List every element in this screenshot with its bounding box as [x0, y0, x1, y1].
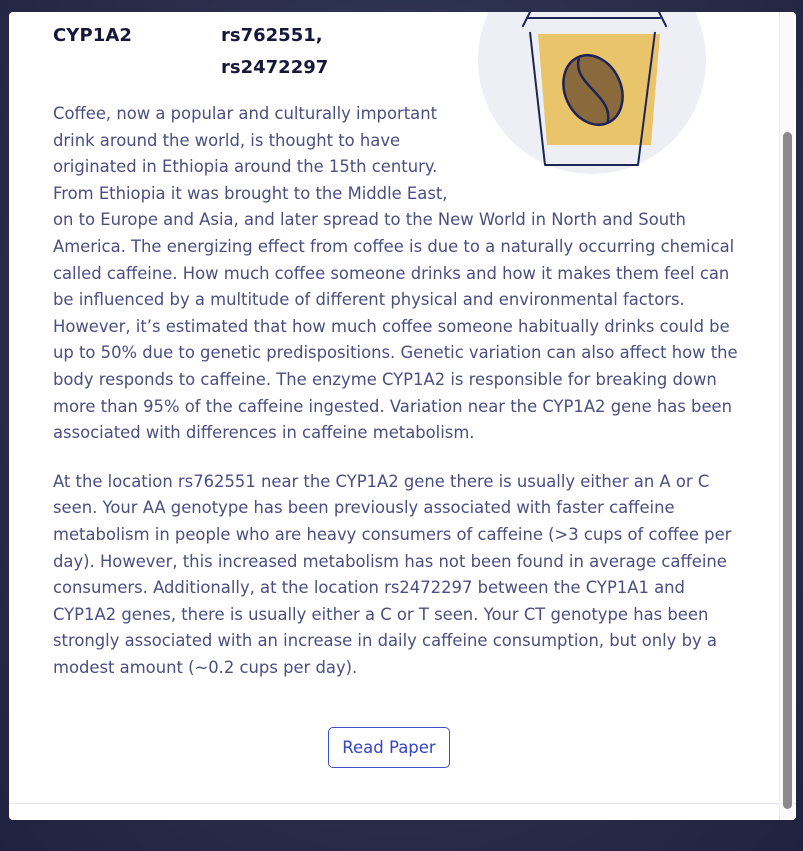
modal-footer-rule [9, 803, 796, 820]
description-paragraph-1: Coffee, now a popular and culturally important drink around the world, is thought to have originated in Ethiopia around the 15th century. From Ethiopia it was brought to the Middle East, on to Europe and Asia, and later spread to the New World in North and South America. The energizing effect from coffee is due to a naturally occurring chemical called caffeine. How much coffee someone drinks and how it makes them feel can be influenced by a multitude of different physical and environmental factors. However, it’s estimated that how much coffee someone habitually drinks could be up to 50% due to genetic predispositions. Genetic variation can also affect how the body responds to caffeine. The enzyme CYP1A2 is responsible for breaking down more than 95% of the caffeine ingested. Variation near the CYP1A2 gene has been associated with differences in caffeine metabolism. [53, 104, 738, 443]
scrollbar-track[interactable] [779, 12, 794, 820]
gene-name: CYP1A2 [53, 25, 133, 46]
rsid-2: rs2472297 [221, 57, 329, 78]
gene-description [53, 101, 743, 681]
rsid-1: rs762551, [221, 25, 323, 46]
illustration-spacer [461, 101, 743, 205]
read-paper-button[interactable]: Read Paper [328, 727, 450, 768]
scrollbar-thumb[interactable] [783, 132, 792, 809]
description-paragraph-2: At the location rs762551 near the CYP1A2 gene there is usually either an A or C seen. Your AA genotype has been previously associated with faster caffeine metabolism in people who are heavy consumers of caffeine (>3 cups of coffee per day). However, this increased metabolism has not been found in average caffeine consumers. Additionally, at the location rs2472297 between the CYP1A1 and CYP1A2 genes, there is usually either a C or T seen. Your CT genotype has been strongly associated with an increase in daily caffeine consumption, but only by a modest amount (~0.2 cups per day). [53, 471, 732, 677]
gene-detail-modal [9, 12, 796, 820]
gene-rsids [221, 20, 421, 84]
